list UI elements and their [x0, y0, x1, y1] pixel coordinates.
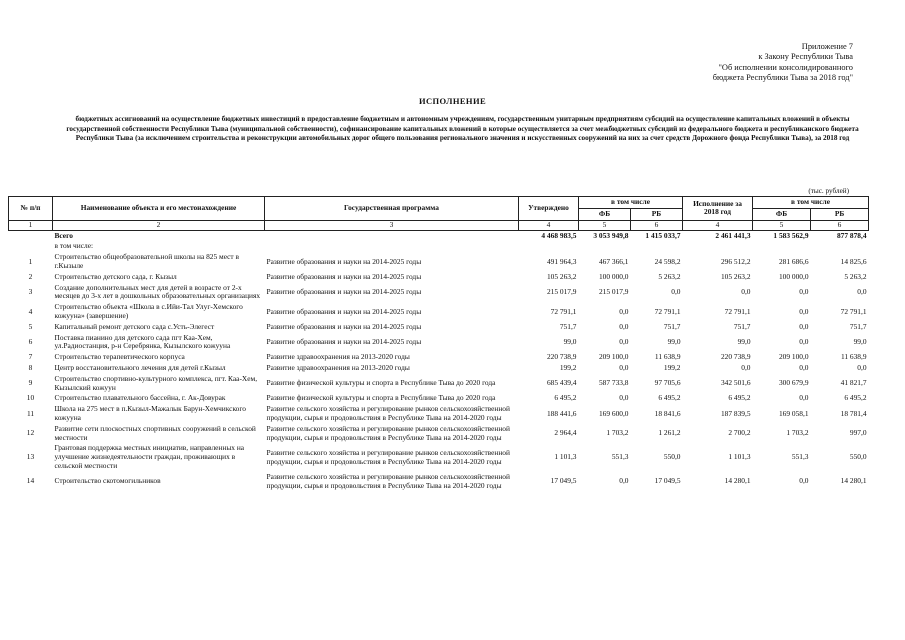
col-index: 6: [811, 220, 869, 230]
header-incl-exec: в том числе: [753, 197, 869, 209]
fb-exec-value: 0,0: [799, 336, 809, 346]
row-number: 4: [28, 306, 33, 316]
fb-approved-value: 0,0: [619, 362, 629, 372]
fb-approved-value: 169 600,0: [598, 408, 629, 418]
total-fb-approved: 3 053 949,8: [593, 230, 629, 240]
row-number: 14: [26, 476, 35, 486]
table-row: [9, 363, 869, 374]
rb-exec-value: 751,7: [849, 321, 867, 331]
header-rb-exec: РБ: [811, 208, 869, 220]
table-row: [9, 322, 869, 333]
column-index-row: [9, 220, 869, 230]
fb-approved-value: 215 017,9: [598, 286, 629, 296]
row-number: 3: [28, 286, 33, 296]
table-row: [9, 302, 869, 322]
rb-exec-value: 72 791,1: [840, 306, 867, 316]
appendix-line: Приложение 7: [801, 42, 853, 51]
subtotal-caption-row: [9, 241, 869, 252]
col-index: 2: [53, 220, 265, 230]
header-name: Наименование объекта и его местонахождение: [53, 197, 265, 221]
exec-value: 105 263,2: [720, 271, 751, 281]
object-name: Строительство детского сада, г. Кызыл: [54, 271, 177, 281]
col-index: 3: [265, 220, 519, 230]
exec-value: 342 501,6: [720, 378, 751, 388]
rb-exec-value: 0,0: [857, 362, 867, 372]
fb-exec-value: 0,0: [799, 362, 809, 372]
total-sublabel: в том числе:: [54, 241, 94, 251]
table-row: [9, 374, 869, 394]
total-label: Всего: [54, 230, 73, 240]
table-row: [9, 404, 869, 424]
rb-approved-value: 550,0: [663, 452, 681, 462]
object-name: Грантовая поддержка местных инициатив, направленных на улучшение жизнедеятельности граждан, проживающих в сельской местности: [54, 443, 245, 470]
fb-approved-value: 0,0: [619, 476, 629, 486]
fb-approved-value: 0,0: [619, 336, 629, 346]
table-row: [9, 252, 869, 272]
approved-value: 6 495,2: [554, 393, 577, 403]
table-row: [9, 272, 869, 283]
row-number: 5: [28, 321, 33, 331]
budget-table: [8, 196, 869, 491]
approved-value: 99,0: [563, 336, 577, 346]
object-name: Поставка пианино для детского сада пгт Каа-Хем, ул.Радиостанция, р-н Серебрянка, Кызылского кожууна: [54, 332, 231, 351]
fb-exec-value: 0,0: [799, 476, 809, 486]
document-subtitle: бюджетных ассигнований на осуществление бюджетных инвестиций в предоставление бюджетным и автономным учреждениям, государственным унитарным предприятиям субсидий на осуществление капитальных вложений в объекты государственной собственности Республики Тыва (муниципальной собственности), софинансирование капитальных вложений в которые осуществляется за счет межбюджетных субсидий из федерального бюджета и республиканского бюджета Республики Тыва (за исключением строительства и реконструкции автомобильных дорог общего пользования регионального значения и искусственных сооружений на них за счет средств Дорожного фонда Республики Тыва), за 2018 год: [66, 115, 859, 143]
total-approved: 4 468 983,5: [541, 230, 577, 240]
object-name: Строительство общеобразовательной школы на 825 мест в г.Кызыле: [54, 252, 240, 270]
col-index: 4: [519, 220, 579, 230]
rb-approved-value: 17 049,5: [654, 476, 681, 486]
rb-exec-value: 997,0: [849, 428, 867, 438]
total-rb-exec: 877 878,4: [836, 230, 867, 240]
exec-value: 6 495,2: [728, 393, 751, 403]
table-row: [9, 424, 869, 444]
appendix-line: бюджета Республики Тыва за 2018 год": [712, 73, 853, 83]
rb-exec-value: 6 495,2: [844, 393, 867, 403]
table-row: [9, 333, 869, 353]
object-name: Строительство терапевтического корпуса: [54, 352, 185, 362]
fb-exec-value: 0,0: [799, 286, 809, 296]
rb-exec-value: 14 280,1: [840, 476, 867, 486]
exec-value: 0,0: [741, 362, 751, 372]
fb-exec-value: 551,3: [791, 452, 809, 462]
program-name: Развитие физической культуры и спорта в Республике Тыва до 2020 года: [266, 393, 496, 403]
row-number: 11: [26, 408, 35, 418]
appendix-line: "Об исполнении консолидированного: [718, 62, 853, 72]
approved-value: 199,2: [559, 362, 577, 372]
fb-approved-value: 0,0: [619, 306, 629, 316]
program-name: Развитие здравоохранения на 2013-2020 годы: [266, 352, 410, 362]
exec-value: 220 738,9: [720, 352, 751, 362]
rb-approved-value: 199,2: [663, 362, 681, 372]
fb-exec-value: 0,0: [799, 321, 809, 331]
exec-value: 751,7: [733, 321, 751, 331]
approved-value: 105 263,2: [546, 271, 577, 281]
approved-value: 17 049,5: [550, 476, 577, 486]
col-index: 4: [683, 220, 753, 230]
col-index: 5: [579, 220, 631, 230]
fb-exec-value: 0,0: [799, 306, 809, 316]
row-number: 1: [28, 256, 33, 266]
exec-value: 0,0: [741, 286, 751, 296]
approved-value: 1 101,3: [554, 452, 577, 462]
row-number: 10: [26, 393, 35, 403]
total-exec: 2 461 441,3: [715, 230, 751, 240]
rb-approved-value: 18 841,6: [654, 408, 681, 418]
fb-exec-value: 300 679,9: [778, 378, 809, 388]
fb-exec-value: 281 686,6: [778, 256, 809, 266]
exec-value: 99,0: [737, 336, 751, 346]
fb-approved-value: 0,0: [619, 321, 629, 331]
rb-exec-value: 18 781,4: [840, 408, 867, 418]
approved-value: 751,7: [559, 321, 577, 331]
rb-exec-value: 0,0: [857, 286, 867, 296]
row-number: 2: [28, 271, 33, 281]
total-fb-exec: 1 583 562,9: [773, 230, 809, 240]
header-fb-approved: ФБ: [579, 208, 631, 220]
rb-exec-value: 99,0: [853, 336, 867, 346]
rb-approved-value: 11 638,9: [654, 352, 681, 362]
col-index: 5: [753, 220, 811, 230]
exec-value: 1 101,3: [728, 452, 751, 462]
row-number: 12: [26, 428, 35, 438]
fb-approved-value: 467 366,1: [598, 256, 629, 266]
fb-exec-value: 0,0: [799, 393, 809, 403]
rb-exec-value: 11 638,9: [840, 352, 867, 362]
fb-approved-value: 0,0: [619, 393, 629, 403]
object-name: Строительство объекта «Школа в с.Ийи-Тал Улуг-Хемского кожууна» (завершение): [54, 302, 243, 320]
row-number: 13: [26, 452, 35, 462]
program-name: Развитие сельского хозяйства и регулирование рынков сельскохозяйственной продукции, сырья и продовольствия в Республике Тыва на 2014-2020 годы: [266, 471, 510, 490]
row-number: 8: [28, 362, 33, 372]
program-name: Развитие образования и науки на 2014-2025 годы: [266, 256, 422, 266]
row-number: 6: [28, 336, 33, 346]
header-approved: Утверждено: [519, 197, 579, 221]
total-rb-approved: 1 415 033,7: [645, 230, 681, 240]
program-name: Развитие сельского хозяйства и регулирование рынков сельскохозяйственной продукции, сырья и продовольствия в Республике Тыва на 2014-2020 годы: [266, 447, 510, 466]
rb-approved-value: 24 598,2: [654, 256, 681, 266]
fb-exec-value: 1 703,2: [786, 428, 809, 438]
rb-exec-value: 550,0: [849, 452, 867, 462]
appendix-note: [593, 42, 853, 84]
object-name: Создание дополнительных мест для детей в возрасте от 2-х месяцев до 3-х лет в дошкольных образовательных организациях: [54, 282, 261, 301]
approved-value: 215 017,9: [546, 286, 577, 296]
col-index: 6: [631, 220, 683, 230]
rb-approved-value: 5 263,2: [658, 271, 681, 281]
exec-value: 2 700,2: [728, 428, 751, 438]
rb-exec-value: 41 821,7: [840, 378, 867, 388]
program-name: Развитие физической культуры и спорта в Республике Тыва до 2020 года: [266, 378, 496, 388]
program-name: Развитие образования и науки на 2014-2025 годы: [266, 286, 422, 296]
approved-value: 72 791,1: [550, 306, 577, 316]
table-row: [9, 472, 869, 492]
header-rb-approved: РБ: [631, 208, 683, 220]
fb-approved-value: 1 703,2: [606, 428, 629, 438]
program-name: Развитие образования и науки на 2014-2025 годы: [266, 336, 422, 346]
program-name: Развитие сельского хозяйства и регулирование рынков сельскохозяйственной продукции, сырья и продовольствия в Республике Тыва на 2014-2020 годы: [266, 423, 510, 442]
program-name: Развитие здравоохранения на 2013-2020 годы: [266, 362, 410, 372]
approved-value: 685 439,4: [546, 378, 577, 388]
rb-approved-value: 72 791,1: [654, 306, 681, 316]
rb-approved-value: 97 705,6: [654, 378, 681, 388]
row-number: 7: [28, 352, 33, 362]
rb-approved-value: 1 261,2: [658, 428, 681, 438]
object-name: Строительство плавательного бассейна, г. Ак-Довурак: [54, 393, 226, 403]
table-row: [9, 352, 869, 363]
fb-exec-value: 169 058,1: [778, 408, 809, 418]
total-row: [9, 230, 869, 241]
exec-value: 187 839,5: [720, 408, 751, 418]
approved-value: 491 964,3: [546, 256, 577, 266]
rb-approved-value: 0,0: [671, 286, 681, 296]
rb-approved-value: 99,0: [667, 336, 681, 346]
program-name: Развитие образования и науки на 2014-2025 годы: [266, 271, 422, 281]
col-index: 1: [9, 220, 53, 230]
object-name: Центр восстановительного лечения для детей г.Кызыл: [54, 362, 226, 372]
table-row: [9, 283, 869, 303]
approved-value: 220 738,9: [546, 352, 577, 362]
header-fb-exec: ФБ: [753, 208, 811, 220]
program-name: Развитие образования и науки на 2014-2025 годы: [266, 321, 422, 331]
header-num: № п/п: [9, 197, 53, 221]
table-row: [9, 443, 869, 471]
header-incl-approved: в том числе: [579, 197, 683, 209]
program-name: Развитие образования и науки на 2014-2025 годы: [266, 306, 422, 316]
units-note: (тыс. рублей): [808, 187, 849, 195]
object-name: Развитие сети плоскостных спортивных сооружений в сельской местности: [54, 423, 256, 442]
object-name: Строительство скотомогильников: [54, 476, 161, 486]
fb-approved-value: 209 100,0: [598, 352, 629, 362]
object-name: Строительство спортивно-культурного комплекса, пгт. Каа-Хем, Кызылский кожуун: [54, 373, 258, 392]
fb-exec-value: 100 000,0: [778, 271, 809, 281]
row-number: 9: [28, 378, 33, 388]
rb-approved-value: 751,7: [663, 321, 681, 331]
document-title: ИСПОЛНЕНИЕ: [418, 96, 487, 106]
approved-value: 188 441,6: [546, 408, 577, 418]
exec-value: 72 791,1: [724, 306, 751, 316]
exec-value: 296 512,2: [720, 256, 751, 266]
fb-exec-value: 209 100,0: [778, 352, 809, 362]
object-name: Школа на 275 мест в п.Кызыл-Мажалык Барун-Хемчикского кожууна: [54, 404, 246, 422]
rb-approved-value: 6 495,2: [658, 393, 681, 403]
fb-approved-value: 100 000,0: [598, 271, 629, 281]
object-name: Капитальный ремонт детского сада с.Усть-Элегест: [54, 321, 215, 331]
table-row: [9, 393, 869, 404]
header-program: Государственная программа: [265, 197, 519, 221]
fb-approved-value: 587 733,8: [598, 378, 629, 388]
header-exec: Исполнение за 2018 год: [683, 197, 753, 221]
approved-value: 2 964,4: [554, 428, 577, 438]
appendix-line: к Закону Республики Тыва: [758, 52, 853, 62]
program-name: Развитие сельского хозяйства и регулирование рынков сельскохозяйственной продукции, сырья и продовольствия в Республике Тыва на 2014-2020 годы: [266, 404, 510, 422]
fb-approved-value: 551,3: [611, 452, 629, 462]
rb-exec-value: 5 263,2: [844, 271, 867, 281]
rb-exec-value: 14 825,6: [840, 256, 867, 266]
exec-value: 14 280,1: [724, 476, 751, 486]
